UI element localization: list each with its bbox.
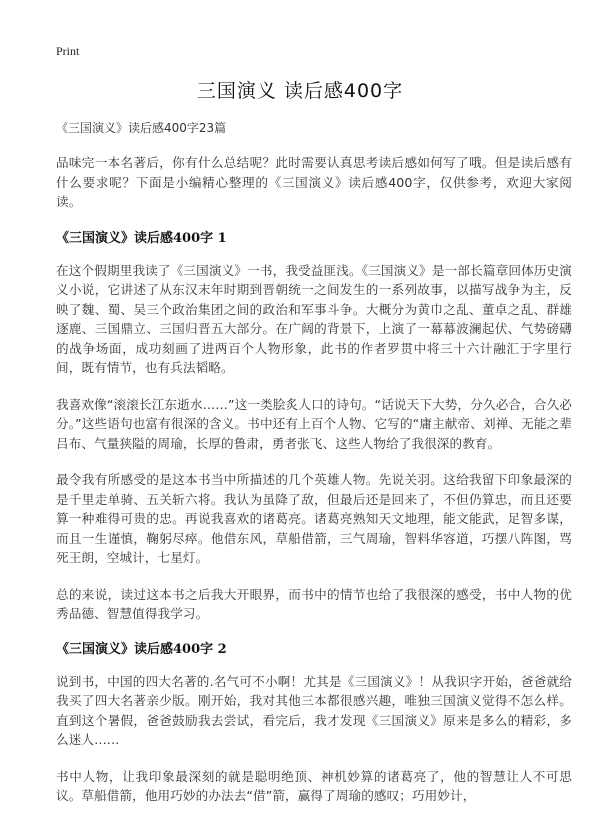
article-body bbox=[56, 120, 572, 823]
paragraph: 说到书，中国的四大名著的.名气可不小啊！尤其是《三国演义》！从我识字开始，爸爸就给我买了四大名著亲少版。刚开始，我对其他三本都很感兴趣，唯独三国演义觉得不怎么样。直到这个暑假，爸爸鼓励我去尝试，看完后，我才发现《三国演义》原来是多么的精彩，多么迷人…… bbox=[56, 673, 572, 747]
paragraph: 在这个假期里我读了《三国演义》一书，我受益匪浅。《三国演义》是一部长篇章回体历史演义小说，它讲述了从东汉末年时期到晋朝统一之间发生的一系列故事，以描写战争为主，反映了魏、蜀、吴三个政治集团之间的政治和军事斗争。大概分为黄巾之乱、董卓之乱、群雄逐鹿、三国鼎立、三国归晋五大部分。在广阔的背景下，上演了一幕幕波澜起伏、气势磅礴的战争场面，成功刻画了进两百个人物形象，此书的作者罗贯中将三十六计融汇于字里行间，既有情节，也有兵法韬略。 bbox=[56, 262, 572, 375]
paragraph: 书中人物，让我印象最深刻的就是聪明绝顶、神机妙算的诸葛亮了，他的智慧让人不可思议。草船借箭，他用巧妙的办法去“借”箭，赢得了周瑜的感叹；巧用妙计， bbox=[56, 768, 572, 803]
page-title: 三国演义 读后感400字 bbox=[196, 80, 404, 102]
print-link[interactable]: Print bbox=[56, 44, 80, 58]
paragraph: 我喜欢像“滚滚长江东逝水……”这一类脍炙人口的诗句。“话说天下大势，分久必合，合久必分。”这些语句也富有很深的含义。书中还有上百个人物、它写的“庸主献帝、刘禅、无能之辈吕布、气量狭隘的周瑜，长厚的鲁肃，勇者张飞、这些人物给了我很深的教育。 bbox=[56, 396, 572, 451]
section-heading-2: 《三国演义》读后感400字 2 bbox=[56, 641, 227, 657]
section-heading-1: 《三国演义》读后感400字 1 bbox=[56, 230, 227, 246]
paragraph: 最令我有所感受的是这本书当中所描述的几个英雄人物。先说关羽。这给我留下印象最深的是千里走单骑、五关斩六将。我认为虽降了敌，但最后还是回来了，不但仍算忠，而且还要算一种难得可贵的忠。再说我喜欢的诸葛亮。诸葛亮熟知天文地理，能文能武，足智多谋，而且一生谨慎，鞠躬尽瘁。他借东风，草船借箭，三气周瑜，智料华容道，巧摆八阵图，骂死王朗，空城计，七星灯。 bbox=[56, 472, 572, 565]
article-subtitle: 《三国演义》读后感400字23篇 bbox=[56, 121, 227, 135]
paragraph: 总的来说，读过这本书之后我大开眼界，而书中的情节也给了我很深的感受，书中人物的优秀品德、智慧值得我学习。 bbox=[56, 586, 572, 621]
intro-paragraph: 品味完一本名著后，你有什么总结呢？此时需要认真思考读后感如何写了哦。但是读后感有什么要求呢？下面是小编精心整理的《三国演义》读后感400字，仅供参考，欢迎大家阅读。 bbox=[56, 155, 572, 209]
